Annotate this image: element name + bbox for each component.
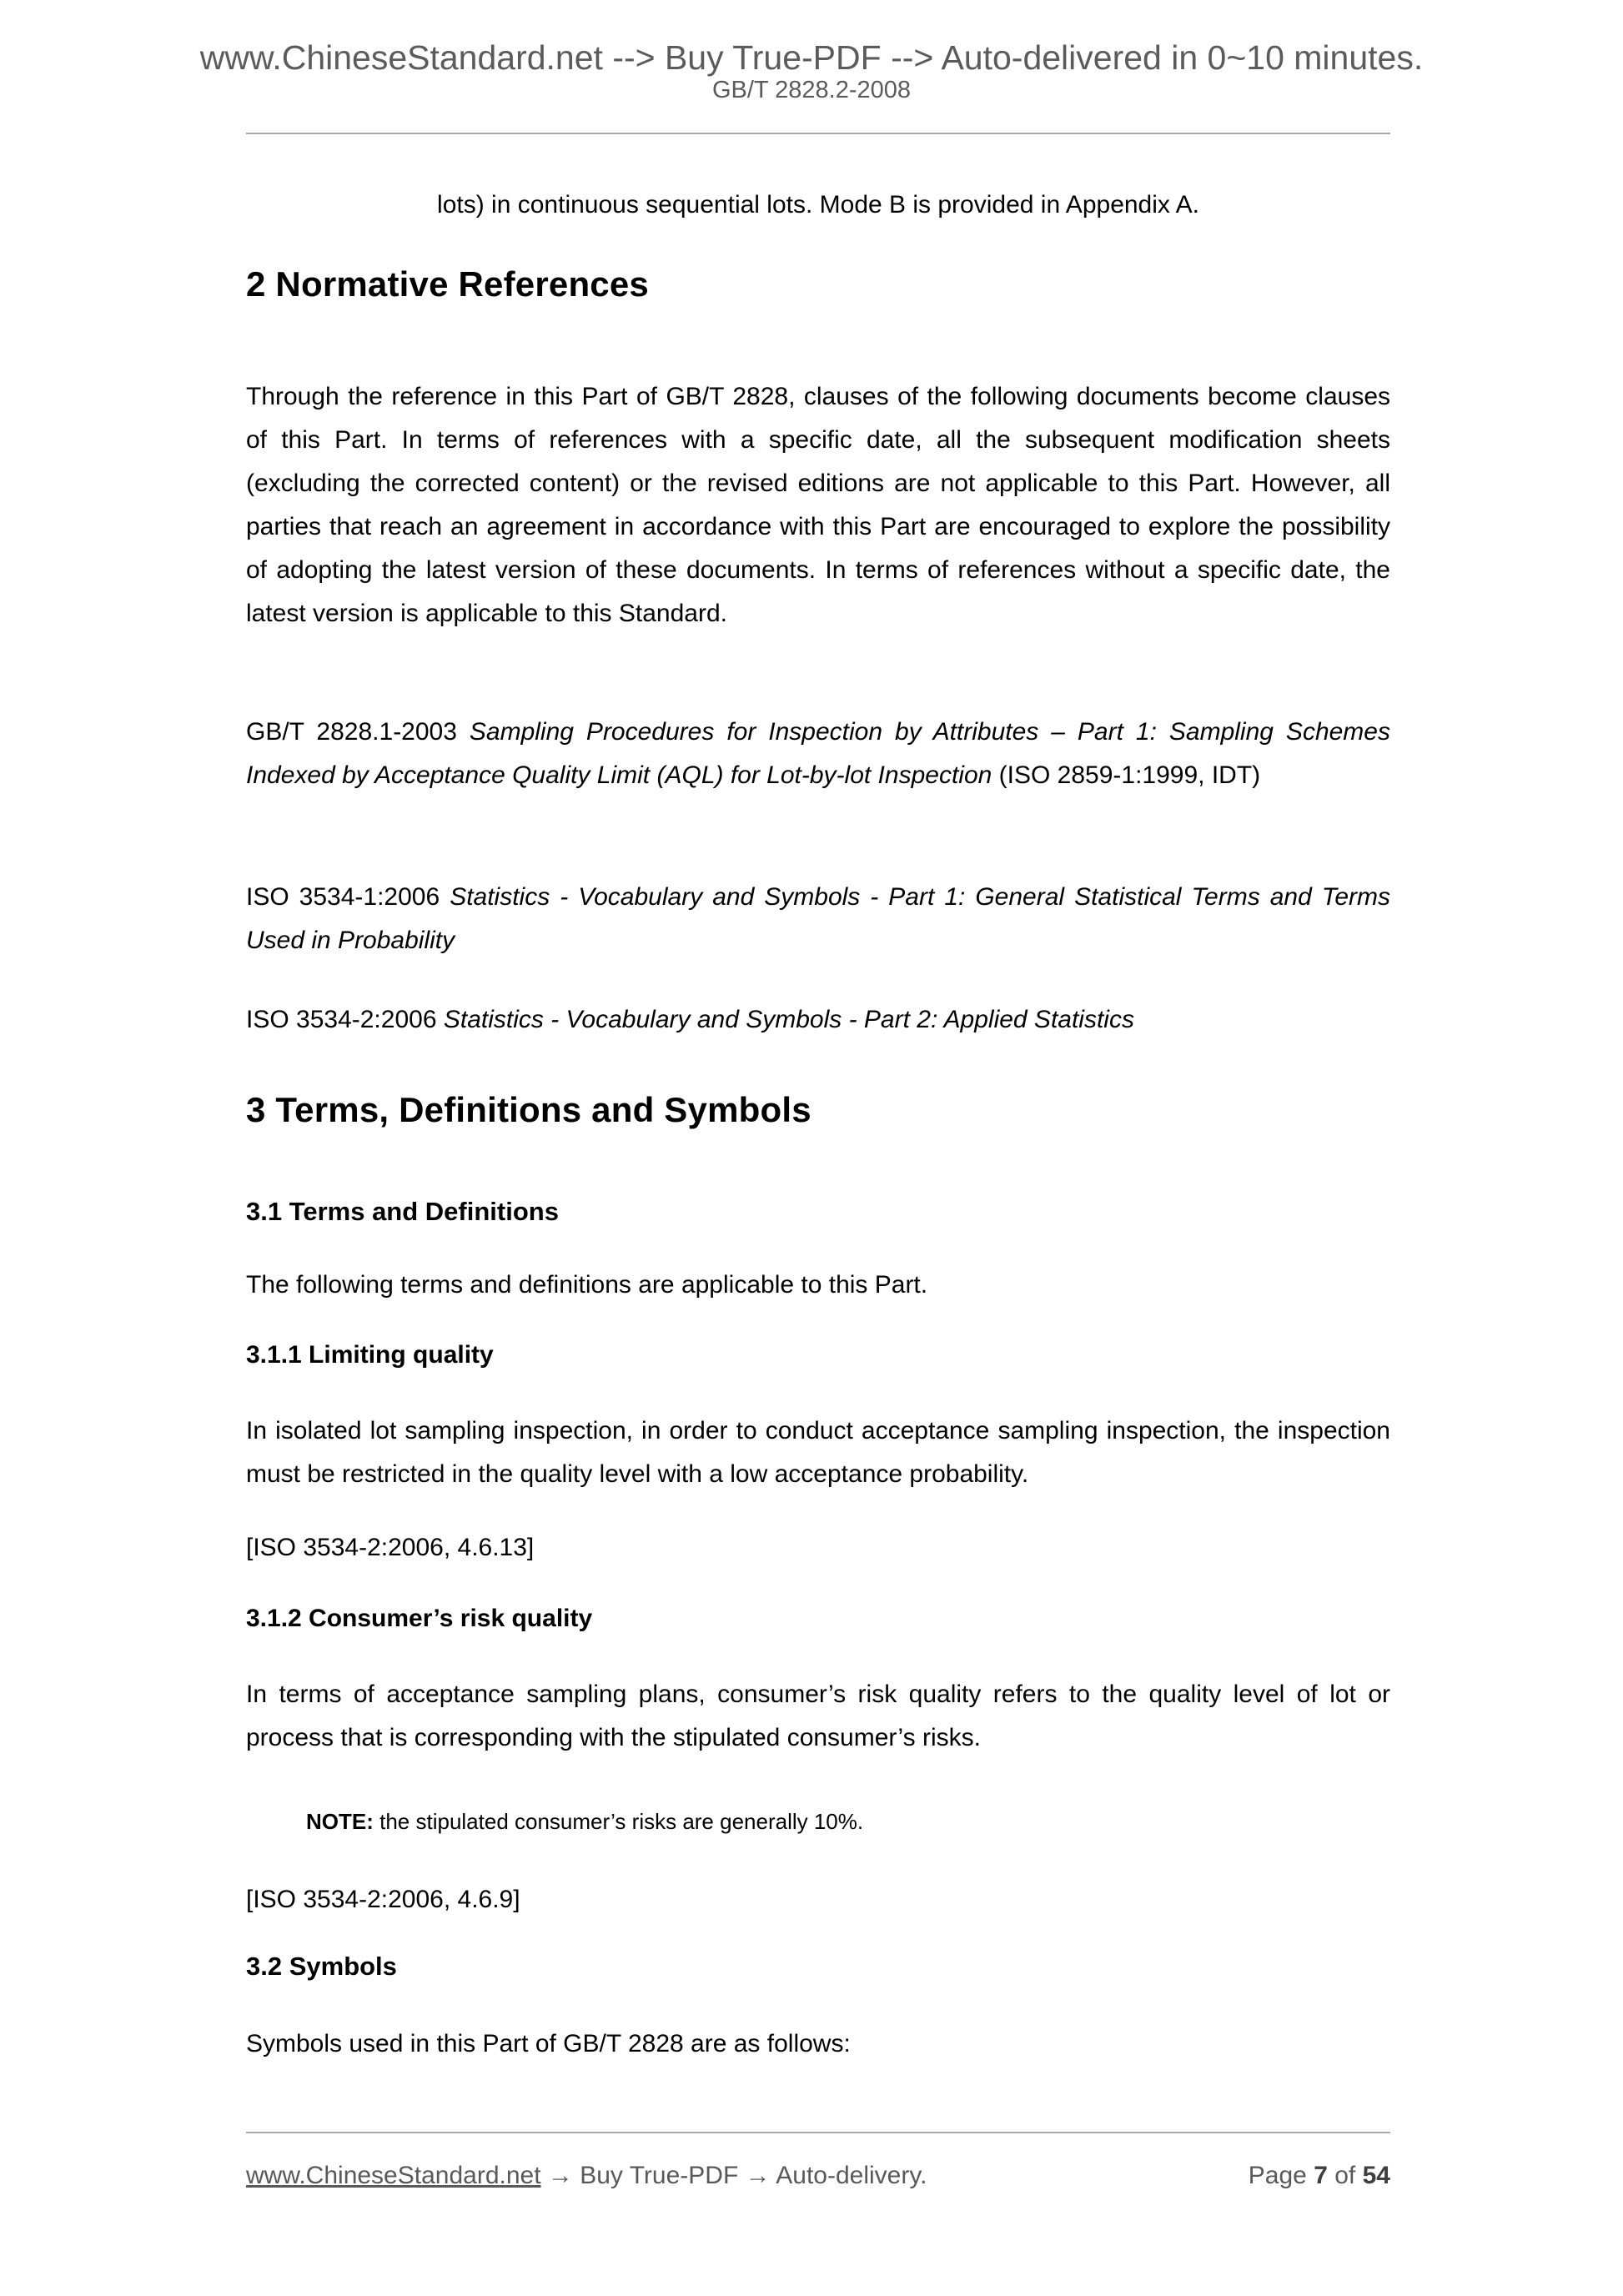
reference-text bbox=[246, 876, 1390, 962]
section-3-block bbox=[246, 1088, 1390, 1132]
note-line bbox=[246, 1804, 1390, 1839]
term-3-1-2-citation-block bbox=[246, 1878, 1390, 1922]
section-2-block bbox=[246, 263, 1390, 306]
term-3-1-1-citation-block bbox=[246, 1526, 1390, 1570]
header-divider bbox=[246, 133, 1390, 134]
term-3-1-2-paragraph: In terms of acceptance sampling plans, consumer’s risk quality refers to the quality level of lot or process that is corresponding with the stipulated consumer’s risks. bbox=[246, 1681, 1390, 1751]
header-watermark-text: www.ChineseStandard.net --> Buy True-PDF --> Auto-delivered in 0~10 minutes. bbox=[199, 38, 1424, 77]
of-word-label: of bbox=[1334, 2162, 1356, 2189]
reference-item-0 bbox=[246, 711, 1390, 797]
term-3-1-1-heading: 3.1.1 Limiting quality bbox=[246, 1341, 494, 1369]
header-standard-id: GB/T 2828.2-2008 bbox=[711, 77, 912, 103]
reference-suffix: (ISO 2859-1:1999, IDT) bbox=[992, 761, 1261, 789]
note-label: NOTE: bbox=[306, 1809, 374, 1834]
term-3-1-1-paragraph: In isolated lot sampling inspection, in order to conduct acceptance sampling inspection, the inspection must be restricted in the quality level with a low acceptance probability. bbox=[246, 1417, 1390, 1488]
reference-title: Sampling Procedures for Inspection by Attributes – Part 1: Sampling Schemes Indexed by Acceptance Quality Limit (AQL) for Lot-by-lot Inspection bbox=[246, 718, 1390, 789]
footer-pagination bbox=[1249, 2162, 1390, 2190]
footer-divider bbox=[246, 2132, 1390, 2133]
page-header bbox=[0, 0, 1623, 133]
section-3-1-heading: 3.1 Terms and Definitions bbox=[246, 1197, 559, 1226]
section-3-heading: 3 Terms, Definitions and Symbols bbox=[246, 1090, 812, 1129]
term-3-1-2-paragraph-block bbox=[246, 1673, 1390, 1760]
reference-text bbox=[246, 711, 1390, 797]
term-3-1-2-note-block bbox=[246, 1804, 1390, 1839]
term-3-1-2-heading-block bbox=[246, 1601, 1390, 1636]
term-3-1-1-citation: [ISO 3534-2:2006, 4.6.13] bbox=[246, 1534, 535, 1561]
section-3-2-block bbox=[246, 1949, 1390, 1984]
reference-prefix: ISO 3534-2:2006 bbox=[246, 1006, 444, 1033]
section-3-1-intro: The following terms and definitions are applicable to this Part. bbox=[246, 1271, 928, 1299]
term-3-1-1-paragraph-block bbox=[246, 1409, 1390, 1496]
reference-prefix: GB/T 2828.1-2003 bbox=[246, 718, 470, 746]
section-2-heading: 2 Normative References bbox=[246, 264, 649, 304]
reference-prefix: ISO 3534-1:2006 bbox=[246, 883, 450, 911]
section-3-2-intro-block bbox=[246, 2022, 1390, 2066]
reference-title: Statistics - Vocabulary and Symbols - Part 1: General Statistical Terms and Terms Used in Probability bbox=[246, 883, 1391, 954]
continued-paragraph: lots) in continuous sequential lots. Mode B is provided in Appendix A. bbox=[437, 191, 1199, 219]
section-3-1-intro-block bbox=[246, 1264, 1390, 1307]
footer-site-link[interactable]: www.ChineseStandard.net bbox=[246, 2162, 541, 2189]
note-text: the stipulated consumer’s risks are generally 10%. bbox=[373, 1809, 864, 1834]
section-3-2-heading: 3.2 Symbols bbox=[246, 1952, 397, 1981]
footer-tagline: → Buy True-PDF → Auto-delivery. bbox=[540, 2162, 927, 2189]
term-3-1-2-citation: [ISO 3534-2:2006, 4.6.9] bbox=[246, 1886, 520, 1913]
section-3-2-intro: Symbols used in this Part of GB/T 2828 are as follows: bbox=[246, 2030, 851, 2057]
term-3-1-1-heading-block bbox=[246, 1338, 1390, 1373]
page-word-label: Page bbox=[1248, 2162, 1307, 2189]
current-page-number: 7 bbox=[1314, 2162, 1328, 2189]
reference-text bbox=[246, 998, 1390, 1042]
reference-title: Statistics - Vocabulary and Symbols - Part 2: Applied Statistics bbox=[443, 1006, 1134, 1033]
section-2-paragraph-block bbox=[246, 375, 1390, 636]
section-3-1-block bbox=[246, 1194, 1390, 1229]
page-footer bbox=[246, 2162, 1390, 2212]
reference-item-2 bbox=[246, 998, 1390, 1042]
reference-item-1 bbox=[246, 876, 1390, 962]
section-2-paragraph: Through the reference in this Part of GB/T 2828, clauses of the following documents become clauses of this Part. In terms of references with a specific date, all the subsequent modification sheets (excluding the corrected content) or the revised editions are not applicable to this Part. However, all parties that reach an agreement in accordance with this Part are encouraged to explore the possibility of adopting the latest version of these documents. In terms of references without a specific date, the latest version is applicable to this Standard. bbox=[246, 383, 1390, 627]
term-3-1-2-heading: 3.1.2 Consumer’s risk quality bbox=[246, 1605, 593, 1632]
total-page-count: 54 bbox=[1362, 2162, 1390, 2189]
footer-promo[interactable] bbox=[246, 2162, 927, 2190]
